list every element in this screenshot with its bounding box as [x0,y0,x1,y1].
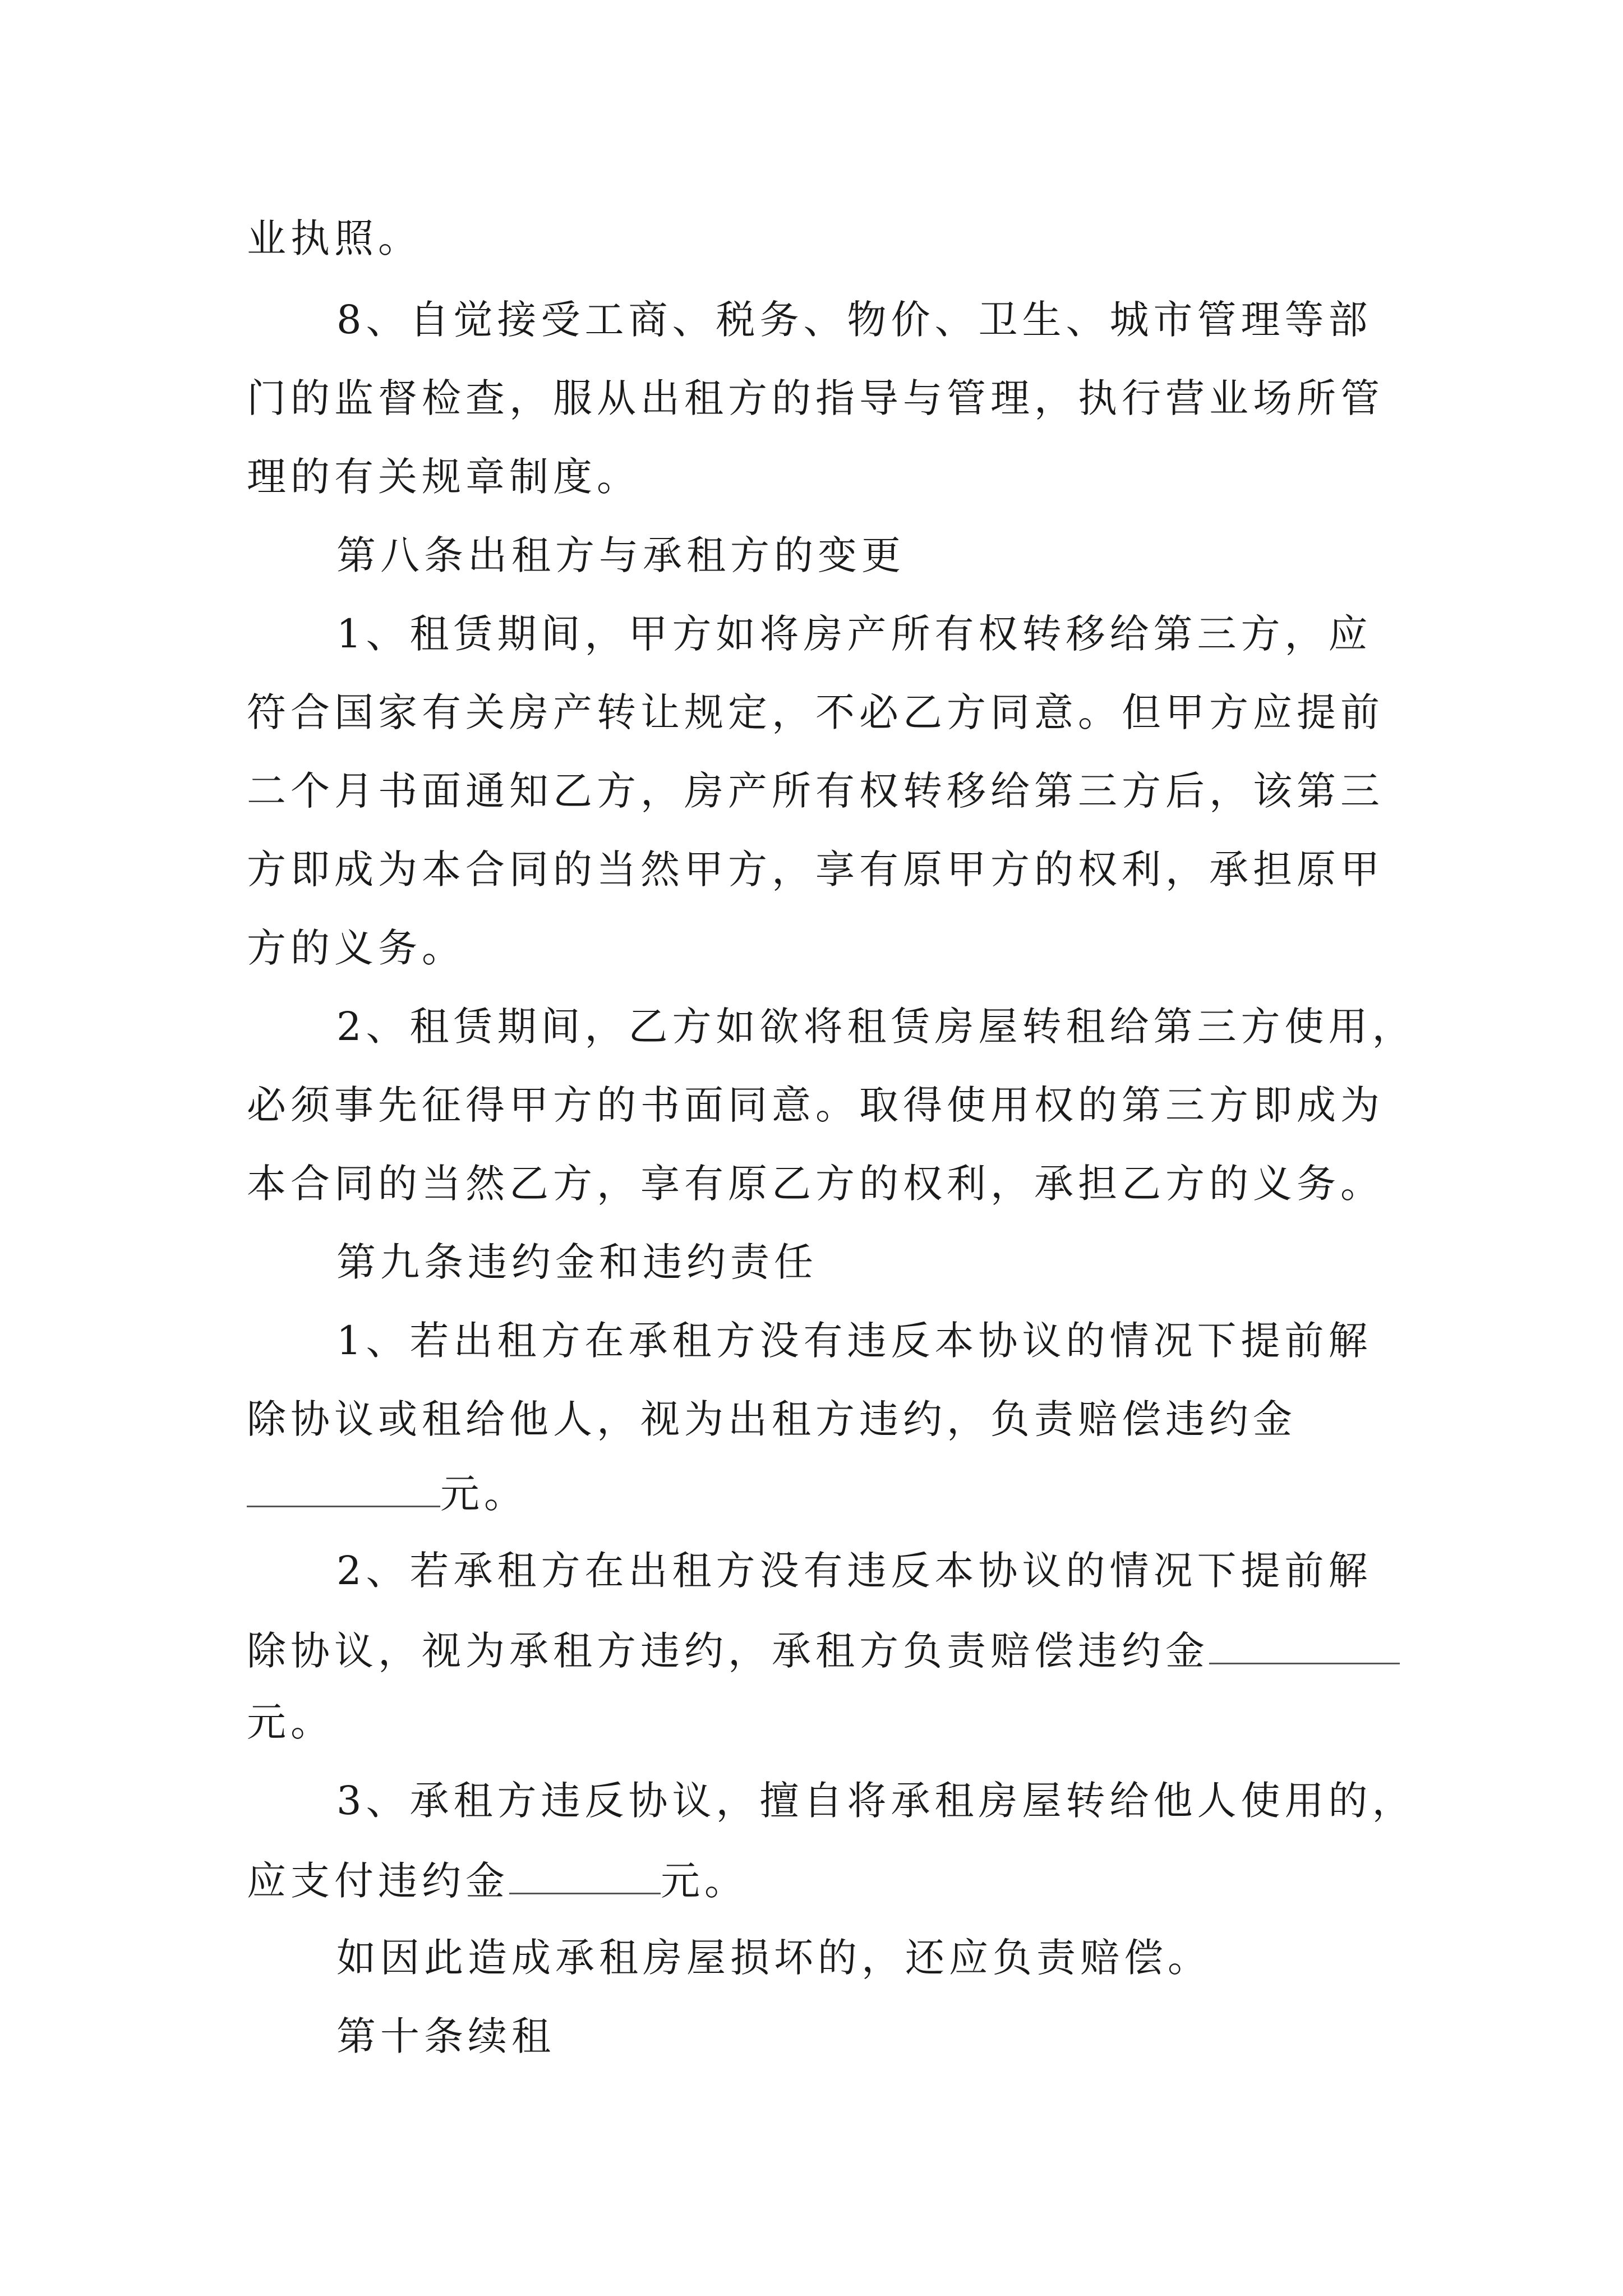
text-line: 元。 [247,1699,334,1745]
blank-field [1209,1627,1400,1664]
text-line: 3、承租方违反协议，擅自将承租房屋转给他人使用的， [336,1778,1416,1824]
text-line: 业执照。 [247,215,422,261]
text-line: 2、租赁期间，乙方如欲将租赁房屋转租给第三方使用， [336,1004,1416,1050]
text-line: 理的有关规章制度。 [247,454,640,500]
text-line [247,1857,748,1904]
text-line [247,1627,1400,1674]
text-line: 本合同的当然乙方，享有原乙方的权利，承担乙方的义务。 [247,1161,1384,1207]
text-line: 1、租赁期间，甲方如将房产所有权转移给第三方，应 [336,611,1372,657]
text-line: 8、自觉接受工商、税务、物价、卫生、城市管理等部 [336,297,1372,343]
text-line: 如因此造成承租房屋损坏的，还应负责赔偿。 [336,1935,1211,1981]
section-heading: 第九条违约金和违约责任 [336,1239,818,1285]
blank-field [247,1470,440,1507]
text-line: 方即成为本合同的当然甲方，享有原甲方的权利，承担原甲 [247,846,1384,892]
text-line: 二个月书面通知乙方，房产所有权转移给第三方后，该第三 [247,768,1384,814]
text-line: 2、若承租方在出租方没有违反本协议的情况下提前解 [336,1548,1372,1594]
blank-field [509,1857,661,1894]
text-line: 必须事先征得甲方的书面同意。取得使用权的第三方即成为 [247,1082,1384,1128]
text-line: 1、若出租方在承租方没有违反本协议的情况下提前解 [336,1318,1372,1364]
text-span: 应支付违约金 [247,1858,509,1904]
text-span: 元。 [440,1471,528,1517]
text-line: 方的义务。 [247,925,465,971]
text-span: 元。 [661,1858,748,1904]
text-line: 符合国家有关房产转让规定，不必乙方同意。但甲方应提前 [247,689,1384,735]
text-line: 除协议或租给他人，视为出租方违约，负责赔偿违约金 [247,1396,1297,1442]
section-heading: 第十条续租 [336,2013,555,2059]
text-span: 除协议，视为承租方违约，承租方负责赔偿违约金 [247,1628,1209,1674]
text-line [247,1470,528,1517]
text-line: 门的监督检查，服从出租方的指导与管理，执行营业场所管 [247,375,1384,421]
section-heading: 第八条出租方与承租方的变更 [336,532,905,578]
